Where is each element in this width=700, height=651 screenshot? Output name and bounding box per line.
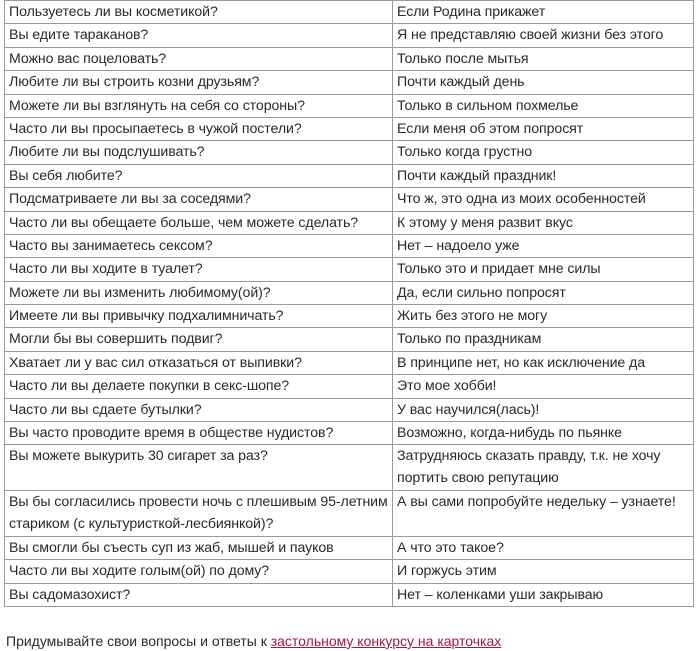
question-cell: Вы едите тараканов? xyxy=(5,24,393,47)
table-row xyxy=(5,234,694,257)
question-cell: Хватает ли у вас сил отказаться от выпивки? xyxy=(5,351,393,374)
table-row xyxy=(5,141,694,164)
answer-cell: Только когда грустно xyxy=(393,141,694,164)
question-cell: Часто вы занимаетесь сексом? xyxy=(5,234,393,257)
table-row xyxy=(5,560,694,583)
question-cell: Любите ли вы подслушивать? xyxy=(5,141,393,164)
answer-cell: Это мое хобби! xyxy=(393,375,694,398)
table-row xyxy=(5,24,694,47)
question-cell: Имеете ли вы привычку подхалимничать? xyxy=(5,305,393,328)
contest-cards-link[interactable]: застольному конкурсу на карточках xyxy=(270,633,502,649)
answer-cell: Да, если сильно попросят xyxy=(393,281,694,304)
question-cell: Можете ли вы взглянуть на себя со стороны? xyxy=(5,94,393,117)
answer-cell: Что ж, это одна из моих особенностей xyxy=(393,188,694,211)
table-row xyxy=(5,351,694,374)
answer-cell: Нет – коленками уши закрываю xyxy=(393,583,694,606)
question-cell: Часто ли вы сдаете бутылки? xyxy=(5,398,393,421)
answer-cell: А вы сами попробуйте недельку – узнаете! xyxy=(393,491,694,537)
footer-text xyxy=(6,631,501,651)
table-row xyxy=(5,537,694,560)
question-cell: Вы садомазохист? xyxy=(5,583,393,606)
answer-cell: И горжусь этим xyxy=(393,560,694,583)
qa-table xyxy=(4,0,694,607)
answer-cell: Только после мытья xyxy=(393,47,694,70)
table-row xyxy=(5,305,694,328)
table-row xyxy=(5,211,694,234)
question-cell: Часто ли вы делаете покупки в секс-шопе? xyxy=(5,375,393,398)
answer-cell: Нет – надоело уже xyxy=(393,234,694,257)
answer-cell: Если Родина прикажет xyxy=(393,1,694,24)
question-cell: Часто ли вы просыпаетесь в чужой постели? xyxy=(5,117,393,140)
question-cell: Вы можете выкурить 30 сигарет за раз? xyxy=(5,445,393,491)
answer-cell: Если меня об этом попросят xyxy=(393,117,694,140)
table-row xyxy=(5,422,694,445)
table-row xyxy=(5,281,694,304)
answer-cell: В принципе нет, но как исключение да xyxy=(393,351,694,374)
question-cell: Могли бы вы совершить подвиг? xyxy=(5,328,393,351)
table-row xyxy=(5,1,694,24)
answer-cell: Возможно, когда-нибудь по пьянке xyxy=(393,422,694,445)
question-cell: Можно вас поцеловать? xyxy=(5,47,393,70)
table-row xyxy=(5,117,694,140)
question-cell: Вы смогли бы съесть суп из жаб, мышей и пауков xyxy=(5,537,393,560)
table-row xyxy=(5,258,694,281)
answer-cell: Только в сильном похмелье xyxy=(393,94,694,117)
table-row xyxy=(5,47,694,70)
question-cell: Подсматриваете ли вы за соседями? xyxy=(5,188,393,211)
table-row xyxy=(5,445,694,491)
question-cell: Вы бы согласились провести ночь с плешивым 95-летним стариком (с культуристкой-лесбиянкой)? xyxy=(5,491,393,537)
question-cell: Часто ли вы обещаете больше, чем можете сделать? xyxy=(5,211,393,234)
qa-table-body xyxy=(5,1,694,607)
table-row xyxy=(5,491,694,537)
question-cell: Любите ли вы строить козни друзьям? xyxy=(5,71,393,94)
answer-cell: Почти каждый день xyxy=(393,71,694,94)
footer-prefix: Придумывайте свои вопросы и ответы к xyxy=(6,633,267,649)
answer-cell: Почти каждый праздник! xyxy=(393,164,694,187)
table-row xyxy=(5,375,694,398)
question-cell: Пользуетесь ли вы косметикой? xyxy=(5,1,393,24)
answer-cell: У вас научился(лась)! xyxy=(393,398,694,421)
answer-cell: Только по праздникам xyxy=(393,328,694,351)
question-cell: Часто ли вы ходите в туалет? xyxy=(5,258,393,281)
question-cell: Часто ли вы ходите голым(ой) по дому? xyxy=(5,560,393,583)
table-row xyxy=(5,94,694,117)
question-cell: Вы себя любите? xyxy=(5,164,393,187)
table-row xyxy=(5,71,694,94)
table-row xyxy=(5,188,694,211)
answer-cell: Жить без этого не могу xyxy=(393,305,694,328)
table-row xyxy=(5,328,694,351)
table-row xyxy=(5,583,694,606)
table-row xyxy=(5,164,694,187)
answer-cell: Затрудняюсь сказать правду, т.к. не хочу портить свою репутацию xyxy=(393,445,694,491)
answer-cell: К этому у меня развит вкус xyxy=(393,211,694,234)
table-row xyxy=(5,398,694,421)
question-cell: Вы часто проводите время в обществе нудистов? xyxy=(5,422,393,445)
answer-cell: Только это и придает мне силы xyxy=(393,258,694,281)
answer-cell: Я не представляю своей жизни без этого xyxy=(393,24,694,47)
question-cell: Можете ли вы изменить любимому(ой)? xyxy=(5,281,393,304)
answer-cell: А что это такое? xyxy=(393,537,694,560)
